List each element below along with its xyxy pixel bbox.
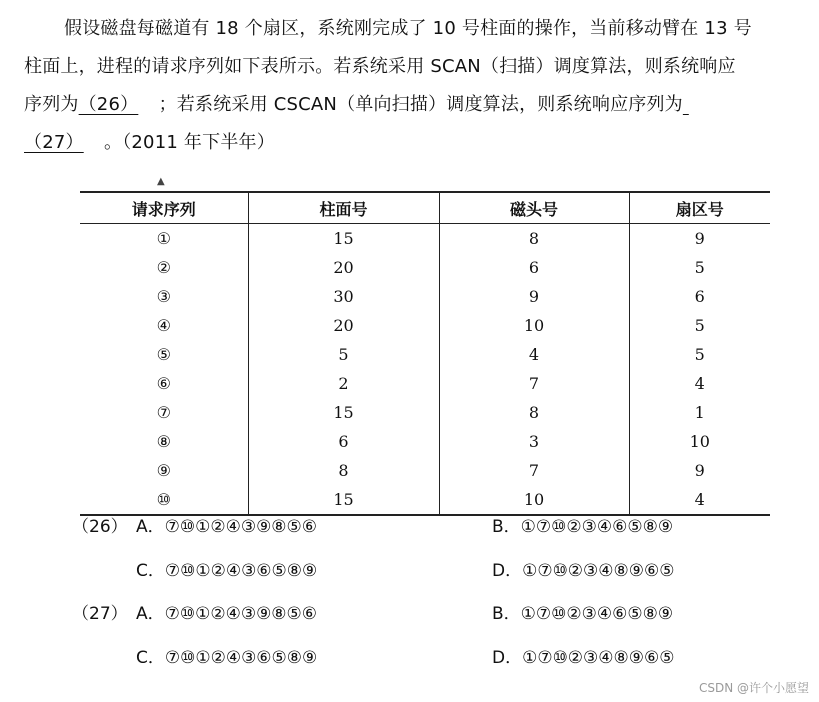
- table-header-row: [80, 192, 770, 224]
- watermark: CSDN @许个小愿望: [698, 681, 809, 695]
- cell-head: 7: [439, 369, 629, 398]
- table-row: [80, 485, 770, 515]
- cell-sector: 5: [629, 253, 770, 282]
- cell-cylinder: 15: [248, 398, 439, 427]
- cell-seq: ⑩: [80, 485, 248, 515]
- question-line-2: [24, 48, 814, 86]
- cell-seq: ⑧: [156, 432, 171, 451]
- question-text: [24, 10, 814, 162]
- option-27-b[interactable]: B．①⑦⑩②③④⑥⑤⑧⑨: [492, 604, 674, 624]
- table-row: [80, 311, 770, 340]
- cell-cylinder: 15: [248, 485, 439, 515]
- option-27-c[interactable]: C．⑦⑩①②④③⑥⑤⑧⑨: [136, 648, 318, 668]
- cell-head: 4: [439, 340, 629, 369]
- cell-cylinder: 20: [248, 311, 439, 340]
- header-cylinder: 柱面号: [248, 192, 439, 224]
- cell-sector: 4: [629, 485, 770, 515]
- cell-sector: 9: [629, 456, 770, 485]
- question-line-3-prefix: 序列为: [24, 94, 79, 115]
- cell-seq: ④: [156, 316, 171, 335]
- header-head: 磁头号: [439, 192, 629, 224]
- question-27-label: （27）: [72, 604, 128, 624]
- cell-cylinder: 15: [248, 224, 439, 254]
- cell-head: 9: [439, 282, 629, 311]
- cell-cylinder: 8: [248, 456, 439, 485]
- question-line-4-suffix: 。（2011 年下半年）: [104, 132, 275, 153]
- cell-seq: ⑦: [156, 403, 171, 422]
- cell-head: 6: [439, 253, 629, 282]
- table-row: [80, 224, 770, 254]
- header-sector: 扇区号: [629, 192, 770, 224]
- cell-head: 8: [439, 224, 629, 254]
- cell-sector: 4: [629, 369, 770, 398]
- cell-seq: ①: [156, 229, 171, 248]
- cell-cylinder: 20: [248, 253, 439, 282]
- cell-head: 8: [439, 398, 629, 427]
- request-table: [80, 191, 770, 516]
- option-26-b[interactable]: B．①⑦⑩②③④⑥⑤⑧⑨: [492, 517, 674, 537]
- question-26-label: （26）: [72, 517, 128, 537]
- cell-sector: 9: [629, 224, 770, 254]
- cell-seq: ⑨: [156, 461, 171, 480]
- cell-head: 7: [439, 456, 629, 485]
- option-26-a[interactable]: A．⑦⑩①②④③⑨⑧⑤⑥: [136, 517, 318, 537]
- cell-head: 10: [439, 485, 629, 515]
- cell-sector: 5: [629, 311, 770, 340]
- question-line-1-text: 假设磁盘每磁道有 18 个扇区，系统刚完成了 10 号柱面的操作，当前移动臂在 13 号: [64, 18, 752, 39]
- blank-27: （27）: [24, 132, 84, 153]
- cell-cylinder: 30: [248, 282, 439, 311]
- option-26-d[interactable]: D．①⑦⑩②③④⑧⑨⑥⑤: [492, 561, 675, 581]
- question-line-1: [24, 10, 814, 48]
- cell-cylinder: 2: [248, 369, 439, 398]
- table-row: [80, 398, 770, 427]
- table-row: [80, 456, 770, 485]
- table-row: [80, 253, 770, 282]
- cell-sector: 10: [629, 427, 770, 456]
- question-line-3: [24, 86, 814, 124]
- option-27-a[interactable]: A．⑦⑩①②④③⑨⑧⑤⑥: [136, 604, 318, 624]
- blank-27-underline: [683, 86, 689, 124]
- cell-head: 3: [439, 427, 629, 456]
- question-line-3-mid: ；若系统采用 CSCAN（单向扫描）调度算法，则系统响应序列为: [158, 94, 683, 115]
- cell-seq: ②: [156, 258, 171, 277]
- question-line-4: [24, 124, 814, 162]
- cell-sector: 6: [629, 282, 770, 311]
- cell-seq: ⑤: [156, 345, 171, 364]
- cell-sector: 1: [629, 398, 770, 427]
- option-26-c[interactable]: C．⑦⑩①②④③⑥⑤⑧⑨: [136, 561, 318, 581]
- question-line-2-text: 柱面上，进程的请求序列如下表所示。若系统采用 SCAN（扫描）调度算法，则系统响应: [24, 56, 736, 77]
- cell-cylinder: 5: [248, 340, 439, 369]
- table-row: [80, 427, 770, 456]
- cell-sector: 5: [629, 340, 770, 369]
- table-row: [80, 282, 770, 311]
- option-27-d[interactable]: D．①⑦⑩②③④⑧⑨⑥⑤: [492, 648, 675, 668]
- mouse-cursor-icon: ▲: [157, 176, 165, 187]
- table-row: [80, 369, 770, 398]
- cell-seq: ③: [156, 287, 171, 306]
- cell-cylinder: 6: [248, 427, 439, 456]
- cell-head: 10: [439, 311, 629, 340]
- table-row: [80, 340, 770, 369]
- blank-26: （26）: [78, 94, 139, 115]
- cell-seq: ⑥: [156, 374, 171, 393]
- header-request-seq: 请求序列: [80, 192, 248, 224]
